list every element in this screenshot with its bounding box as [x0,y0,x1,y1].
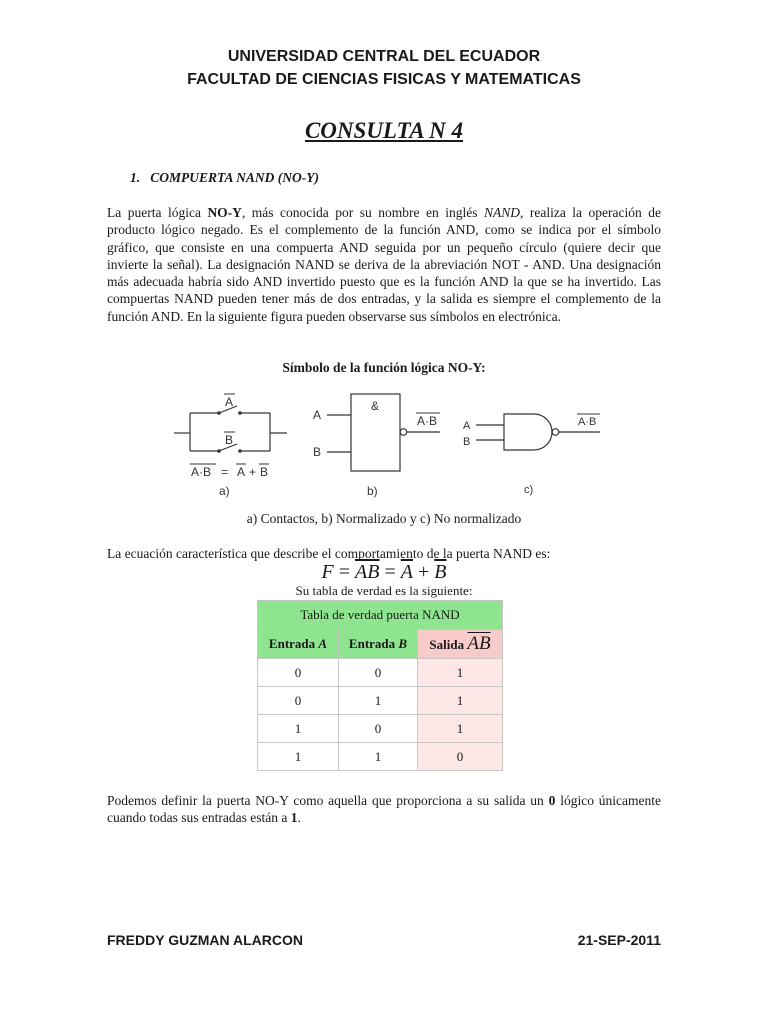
faculty-name: FACULTAD DE CIENCIAS FISICAS Y MATEMATICAS [187,71,581,88]
contacts-eq-r1: A [237,465,246,479]
truth-table-caption: Tabla de verdad puerta NAND [258,601,503,630]
table-cell: 0 [418,743,503,771]
nand-symbols-figure [0,385,768,510]
university-name: UNIVERSIDAD CENTRAL DEL ECUADOR [227,48,541,65]
table-row [258,687,503,715]
footer-author: FREDDY GUZMAN ALARCON [107,932,303,948]
table-cell: 0 [258,659,339,687]
table-cell: 1 [418,659,503,687]
normalized-output: A·B [417,414,438,428]
intro-text-1: La puerta lógica [107,205,208,220]
eq-equals-1: = [333,561,356,583]
col-header-a-prefix: Entrada [268,636,319,651]
eq-b-negated: $\overline{B}$ [434,561,447,583]
table-cell: 0 [258,687,339,715]
eq-a-negated: $\overline{A}$ [400,561,413,583]
table-cell: 1 [418,715,503,743]
table-cell: 0 [339,659,418,687]
table-row [258,659,503,687]
footer-date: 21-SEP-2011 [577,932,661,948]
table-cell: 1 [258,743,339,771]
table-cell: 0 [339,715,418,743]
intro-text-2: , más conocida por su nombre en inglés [241,205,484,220]
closing-bold-0: 0 [548,793,556,808]
contacts-eq-plus: + [249,465,257,479]
intro-italic-nand: NAND [483,205,520,220]
col-header-b-var: B [398,636,408,651]
switch-a-label: A [225,395,234,409]
table-row [258,715,503,743]
col-header-output [418,630,503,659]
nonnormalized-input-a: A [463,420,471,432]
table-cell: 1 [258,715,339,743]
normalized-input-b: B [313,445,322,459]
col-header-b [339,630,418,659]
table-cell: 1 [339,743,418,771]
col-header-output-prefix: Salida [429,637,468,652]
contacts-eq-equals: = [221,465,229,479]
label-b: b) [367,484,378,498]
document-title: CONSULTA N 4 [304,118,464,143]
section-number: 1. [130,170,141,185]
section-heading [130,170,319,186]
eq-ab-negated: $\overline{AB}$ [355,561,380,583]
col-header-a-var: A [318,636,328,651]
closing-paragraph [107,792,661,827]
nand-equation [0,561,768,584]
intro-paragraph [107,204,661,325]
table-cell: 1 [418,687,503,715]
and-symbol: & [371,399,380,413]
closing-text-2: lógico únicamente cuando todas sus entradas están a [107,793,661,826]
normalized-input-a: A [313,408,322,422]
intro-bold-noy: NO-Y [207,205,242,220]
label-c: c) [524,484,534,496]
section-title: COMPUERTA NAND (NO-Y) [150,170,320,185]
col-header-b-prefix: Entrada [348,636,399,651]
contacts-eq-r2: B [260,465,269,479]
figure-title: Símbolo de la función lógica NO-Y: [282,360,486,375]
figure-caption: a) Contactos, b) Normalizado y c) No normalizado [246,511,522,526]
eq-equals-2: = [379,561,401,583]
closing-text-3: . [297,810,301,826]
label-a: a) [219,484,230,498]
eq-plus: + [412,561,435,583]
table-cell: 1 [339,687,418,715]
contacts-eq-lhs: A·B [191,465,212,479]
truth-table-intro: Su tabla de verdad es la siguiente: [295,583,473,598]
switch-b-label: B [225,433,234,447]
closing-text-1: Podemos definir la puerta NO-Y como aquella que proporciona a su salida un [107,793,549,808]
eq-f: F [321,561,334,583]
intro-text-3: , realiza la operación de producto lógico negado. Es el complemento de la función AND, como se indica por el símbolo gráfico, que consiste en una compuerta AND seguida por un pequeño círculo (quiere decir que invierte la señal). La designación NAND se deriva de la abreviación NOT - AND. Una designación más adecuada habría sido AND invertido puesto que es la función AND la que se ha invertido. Las compuertas NAND pueden tener más de dos entradas, y la salida es siempre el complemento de la función AND. En la siguiente figura pueden observarse sus símbolos en electrónica. [107,205,662,324]
col-header-a [258,630,339,659]
nonnormalized-input-b: B [463,436,471,448]
col-header-output-var: $\overline{AB}$ [467,633,491,654]
equation-intro: La ecuación característica que describe el comportamiento de la puerta NAND es: [107,546,551,561]
closing-bold-1: 1 [290,810,298,826]
truth-table [257,600,503,771]
table-row [258,743,503,771]
nonnormalized-output: A·B [578,416,597,428]
normalized-gate [327,394,440,471]
